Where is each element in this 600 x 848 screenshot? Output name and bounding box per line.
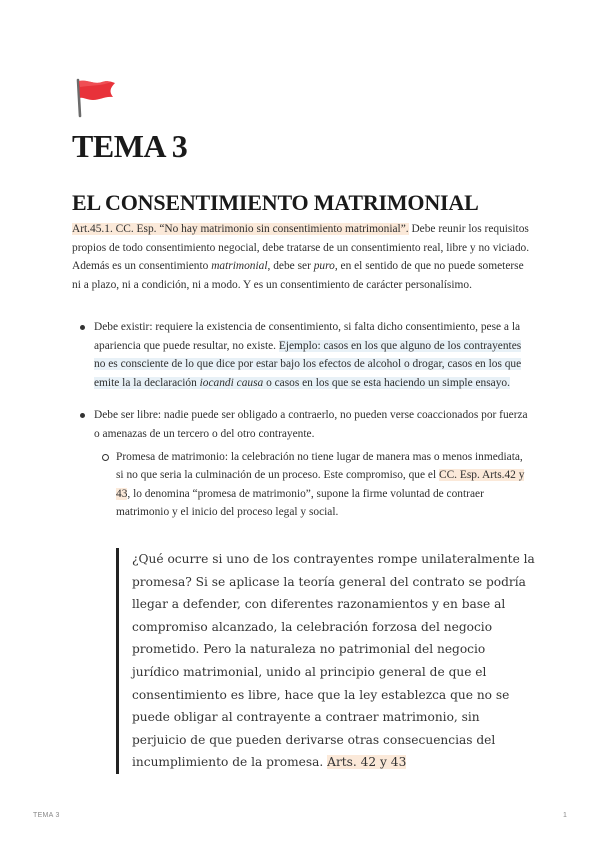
blockquote: ¿Qué ocurre si uno de los contrayentes rompe unilateralmente la promesa? Si se aplicase la teoría general del contrato se podría llegar a defender, con diferentes razonamientos y en base al compromiso alcanzado, la celebración forzosa del negocio prometido. Pero la naturaleza no patrimonial del negocio jurídico matrimonial, unido al principio general de que el consentimiento es libre, hace que la ley establezca que no se puede obligar al contrayente a contraer matrimonio, sin perjuicio de que pueden derivarse otras consecuencias del incumplimiento de la promesa. Arts. 42 y 43 <box>116 548 536 774</box>
article-reference: Arts. 42 y 43 <box>327 755 407 770</box>
page-title: TEMA 3 <box>72 128 188 164</box>
red-flag-icon <box>72 76 118 118</box>
sub-list <box>94 448 532 522</box>
list-item: Debe existir: requiere la existencia de consentimiento, si falta dicho consentimiento, pese a la apariencia que puede resultar, no existe. Ejemplo: casos en los que alguno de los contrayentes no es consciente de lo que dice por estar bajo los efectos de alcohol o drogar, casos en los que emite la la declaración iocandi causa o casos en los que se esta haciendo un simple ensayo. <box>72 318 532 392</box>
article-reference: Art.45.1. CC. Esp. “No hay matrimonio sin consentimiento matrimonial”. <box>72 223 409 235</box>
page-number: 1 <box>563 812 567 819</box>
list-item: Debe ser libre: nadie puede ser obligado a contraerlo, no pueden verse coaccionados por fuerza o amenazas de un tercero o del otro contrayente. Promesa de matrimonio: la celebración no tiene lugar de manera mas o menos inmediata, si no que seria la culminación de un proceso. Este compromiso, que el CC. Esp. Arts.42 y 43, lo denomina “promesa de matrimonio”, supone la firme voluntad de contraer matrimonio y el inicio del proceso legal y social. <box>72 406 532 522</box>
requirements-list <box>72 318 532 522</box>
example-highlight: Ejemplo: casos en los que alguno de los contrayentes no es consciente de lo que dice por estar bajo los efectos de alcohol o drogar, casos en los que emite la la declaración iocandi causa o casos en los que se esta haciendo un simple ensayo. <box>94 339 522 389</box>
footer-title: TEMA 3 <box>33 812 60 819</box>
sub-list-item: Promesa de matrimonio: la celebración no tiene lugar de manera mas o menos inmediata, si no que seria la culminación de un proceso. Este compromiso, que el CC. Esp. Arts.42 y 43, lo denomina “promesa de matrimonio”, supone la firme voluntad de contraer matrimonio y el inicio del proceso legal y social. <box>94 448 532 522</box>
intro-paragraph: Art.45.1. CC. Esp. “No hay matrimonio sin consentimiento matrimonial”. Debe reunir los requisitos propios de todo consentimiento negocial, debe tratarse de un consentimiento real, libre y no viciado. Además es un consentimiento matrimonial, debe ser puro, en el sentido de que no puede someterse ni a plazo, ni a condición, ni a modo. Y es un consentimiento de carácter personalísimo. <box>72 223 530 291</box>
article-reference: CC. Esp. Arts.42 y 43 <box>116 469 525 500</box>
section-title: EL CONSENTIMIENTO MATRIMONIAL <box>72 190 479 215</box>
